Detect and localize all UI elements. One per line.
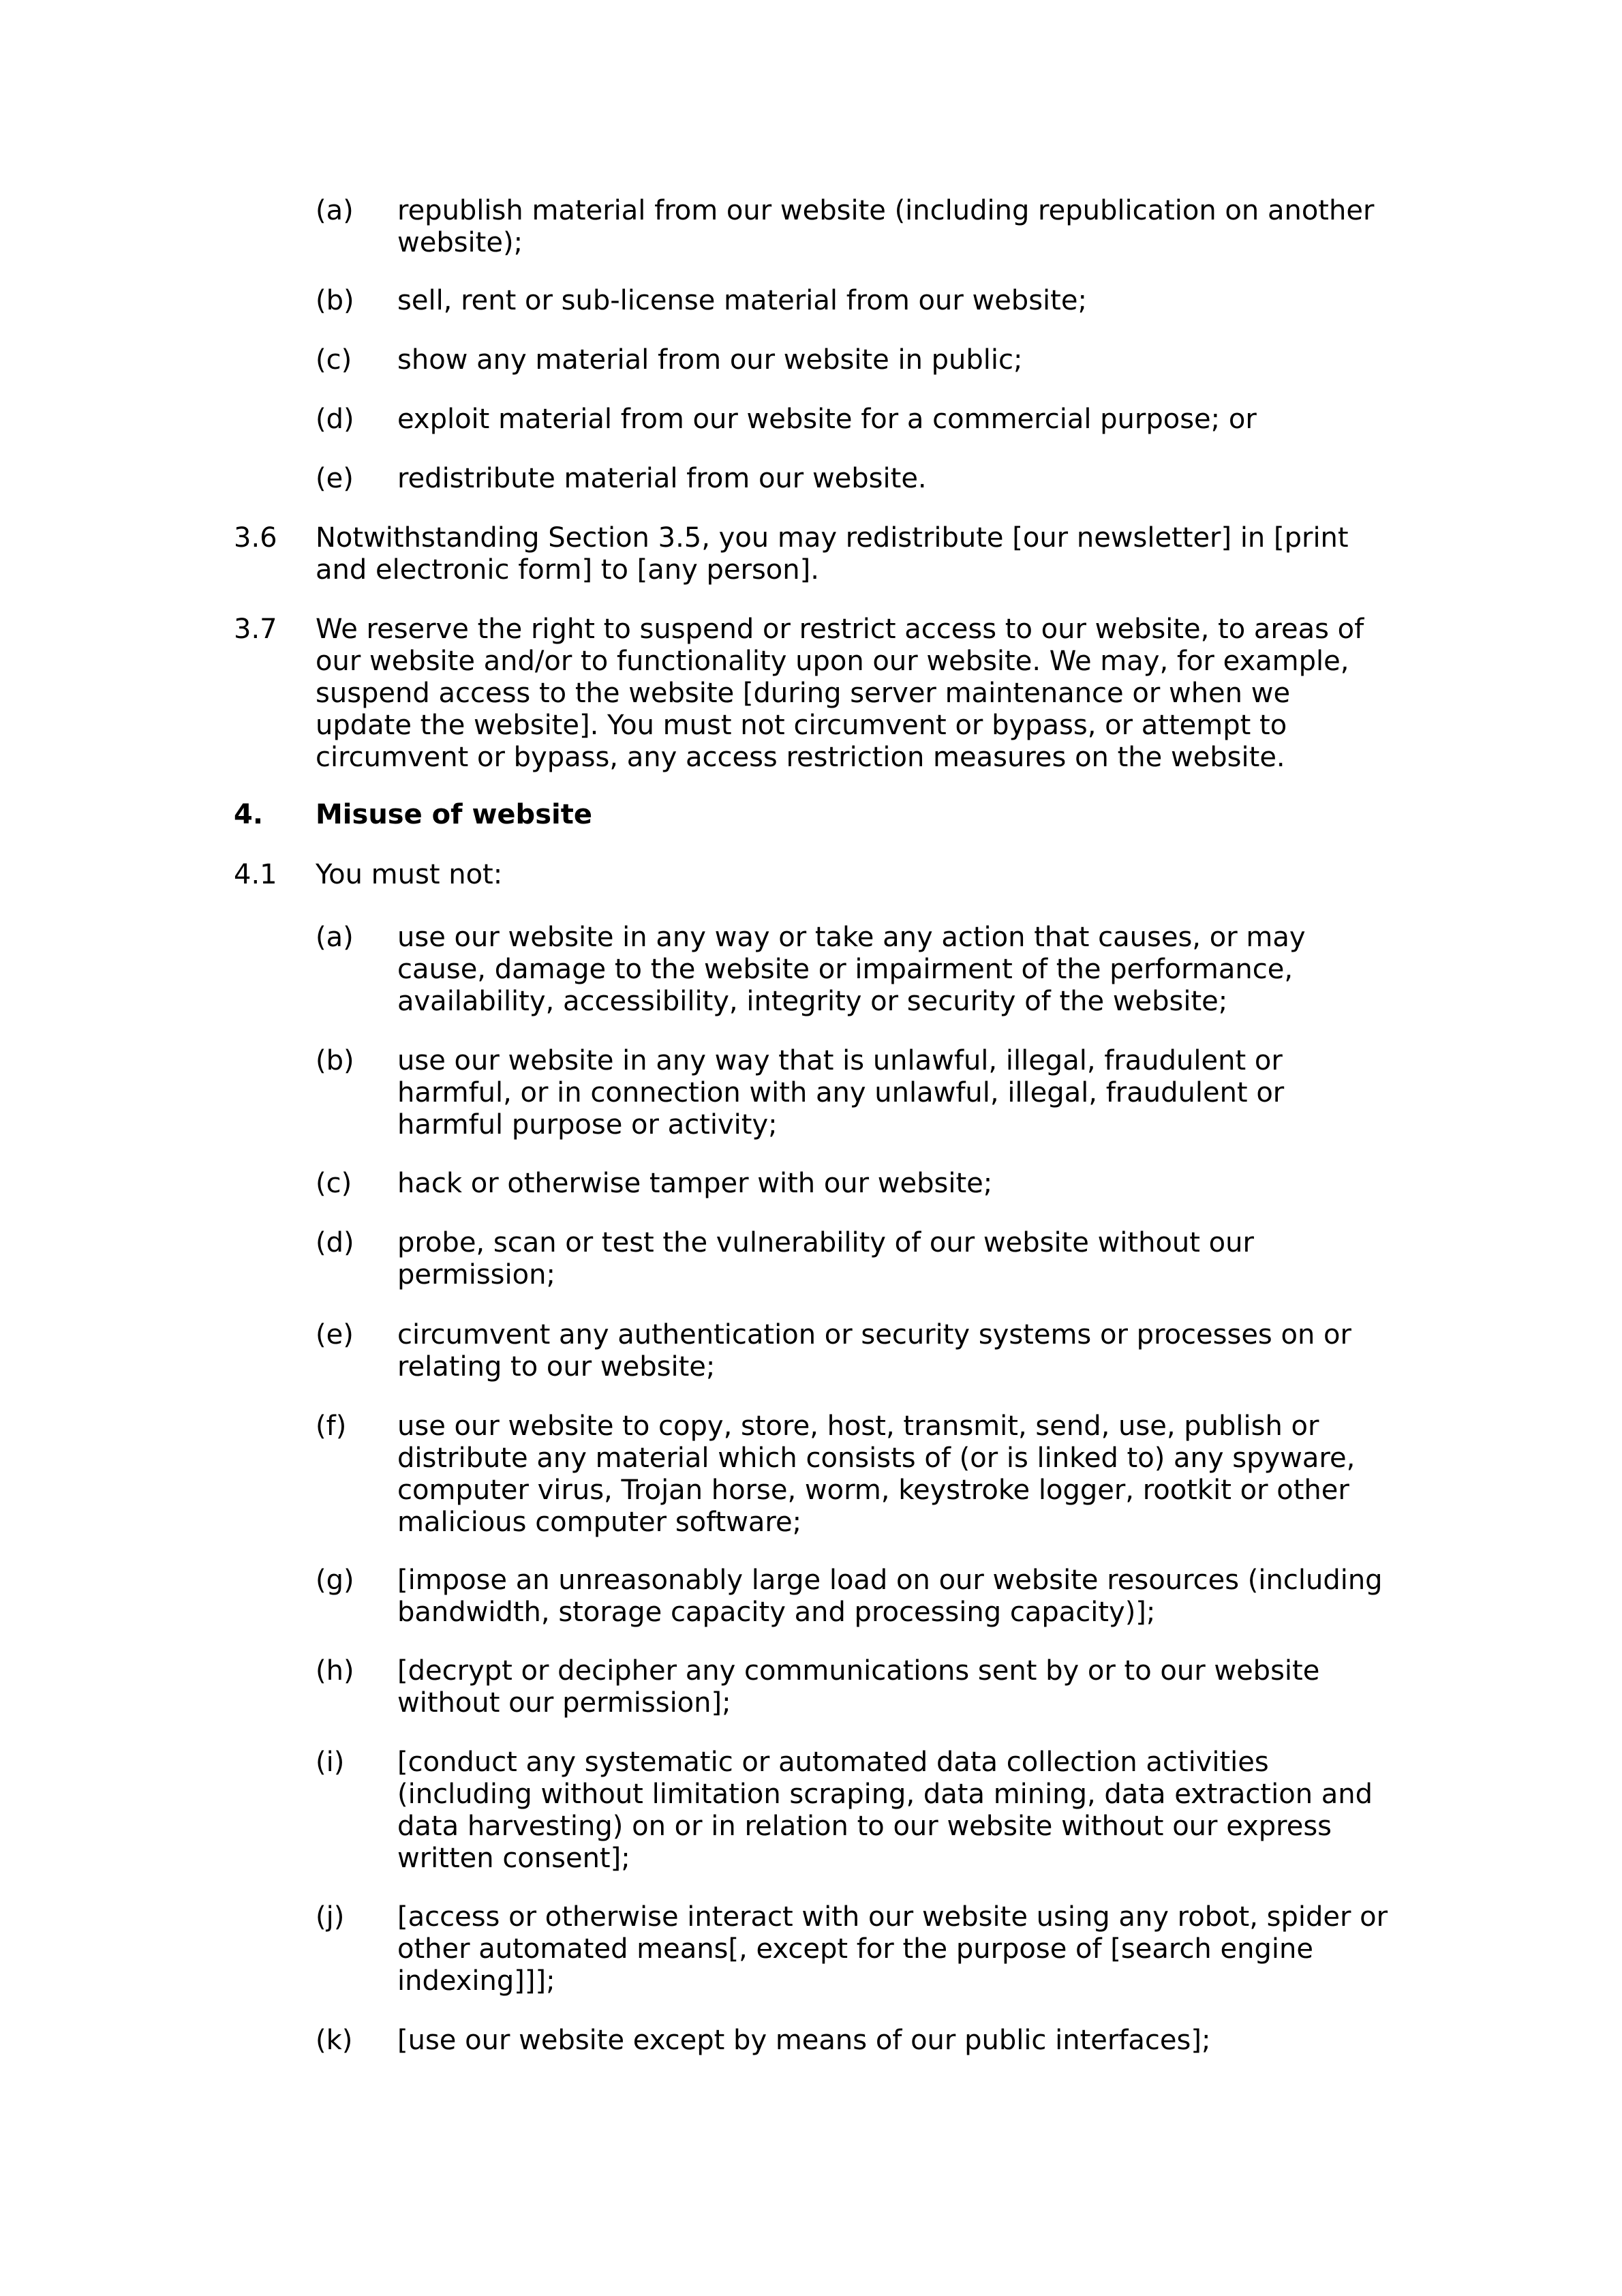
clause-text (397, 1168, 992, 1200)
text-line: [conduct any systematic or automated data collection activities (397, 1747, 1269, 1778)
item-label: (b) (316, 1045, 354, 1076)
section-heading (316, 799, 592, 831)
heading-text: Misuse of website (316, 799, 592, 830)
clause-text (397, 344, 1022, 376)
clause-text (397, 1655, 1319, 1719)
text-line: (including without limitation scraping, data mining, data extraction and (397, 1779, 1373, 1810)
item-label: (e) (316, 1319, 354, 1350)
text-line: use our website in any way that is unlawful, illegal, fraudulent or (397, 1045, 1283, 1076)
clause-number: 4.1 (234, 859, 277, 890)
text-line: republish material from our website (including republication on another (397, 195, 1375, 226)
item-label: (b) (316, 285, 354, 316)
clause-text (397, 1410, 1355, 1539)
text-line: other automated means[, except for the purpose of [search engine (397, 1933, 1313, 1965)
clause-text (397, 1901, 1388, 1997)
text-line: update the website]. You must not circumvent or bypass, or attempt to (316, 710, 1287, 741)
text-line: exploit material from our website for a commercial purpose; or (397, 404, 1257, 435)
text-line: You must not: (316, 859, 503, 890)
text-line: [access or otherwise interact with our website using any robot, spider or (397, 1901, 1388, 1933)
text-line: availability, accessibility, integrity or security of the website; (397, 986, 1228, 1017)
text-line: redistribute material from our website. (397, 463, 927, 494)
clause-number: 3.6 (234, 522, 277, 554)
clause-text (397, 2025, 1210, 2057)
clause-text (397, 1227, 1254, 1291)
text-line: We reserve the right to suspend or restrict access to our website, to areas of (316, 614, 1364, 645)
text-line: use our website in any way or take any action that causes, or may (397, 922, 1306, 953)
text-line: suspend access to the website [during server maintenance or when we (316, 678, 1291, 709)
clause-number: 3.7 (234, 614, 277, 645)
text-line: and electronic form] to [any person]. (316, 554, 819, 586)
item-label: (j) (316, 1901, 345, 1933)
section-number: 4. (234, 799, 264, 830)
text-line: hack or otherwise tamper with our website; (397, 1168, 993, 1199)
text-line: probe, scan or test the vulnerability of our website without our (397, 1227, 1254, 1258)
item-label: (f) (316, 1410, 347, 1442)
item-label: (i) (316, 1747, 345, 1778)
clause-text (397, 285, 1087, 317)
text-line: permission; (397, 1259, 555, 1290)
text-line: harmful purpose or activity; (397, 1109, 778, 1141)
text-line: sell, rent or sub-license material from our website; (397, 285, 1087, 316)
text-line: malicious computer software; (397, 1507, 802, 1538)
item-label: (g) (316, 1565, 354, 1596)
item-label: (e) (316, 463, 354, 494)
text-line: bandwidth, storage capacity and processing capacity)]; (397, 1597, 1156, 1628)
item-label: (h) (316, 1655, 354, 1687)
clause-text (397, 463, 927, 495)
clause-text (397, 922, 1306, 1018)
clause-text (397, 1565, 1383, 1629)
text-line: [decrypt or decipher any communications sent by or to our website (397, 1655, 1320, 1687)
text-line: [use our website except by means of our public interfaces]; (397, 2025, 1211, 2056)
text-line: circumvent any authentication or security systems or processes on or (397, 1319, 1351, 1350)
text-line: distribute any material which consists of (or is linked to) any spyware, (397, 1442, 1356, 1474)
text-line: show any material from our website in public; (397, 344, 1023, 376)
text-line: without our permission]; (397, 1687, 731, 1719)
text-line: Notwithstanding Section 3.5, you may redistribute [our newsletter] in [print (316, 522, 1349, 554)
text-line: circumvent or bypass, any access restriction measures on the website. (316, 742, 1285, 773)
text-line: computer virus, Trojan horse, worm, keystroke logger, rootkit or other (397, 1475, 1349, 1506)
item-label: (a) (316, 922, 354, 953)
text-line: relating to our website; (397, 1351, 716, 1383)
item-label: (c) (316, 344, 352, 376)
item-label: (d) (316, 404, 354, 435)
text-line: use our website to copy, store, host, transmit, send, use, publish or (397, 1410, 1319, 1442)
clause-text (316, 522, 1349, 586)
item-label: (k) (316, 2025, 353, 2056)
clause-text (316, 859, 502, 891)
clause-text (397, 195, 1374, 259)
item-label: (a) (316, 195, 354, 226)
text-line: cause, damage to the website or impairment of the performance, (397, 954, 1294, 985)
clause-text (397, 1747, 1373, 1875)
clause-text (397, 1319, 1351, 1383)
text-line: [impose an unreasonably large load on our website resources (including (397, 1565, 1383, 1596)
clause-text (316, 614, 1364, 774)
text-line: website); (397, 227, 523, 258)
text-line: written consent]; (397, 1843, 630, 1874)
text-line: harmful, or in connection with any unlawful, illegal, fraudulent or (397, 1077, 1285, 1108)
item-label: (c) (316, 1168, 352, 1199)
text-line: our website and/or to functionality upon our website. We may, for example, (316, 646, 1349, 677)
text-line: indexing]]]; (397, 1965, 555, 1997)
clause-text (397, 404, 1257, 436)
clause-text (397, 1045, 1284, 1141)
item-label: (d) (316, 1227, 354, 1258)
text-line: data harvesting) on or in relation to our website without our express (397, 1811, 1332, 1842)
